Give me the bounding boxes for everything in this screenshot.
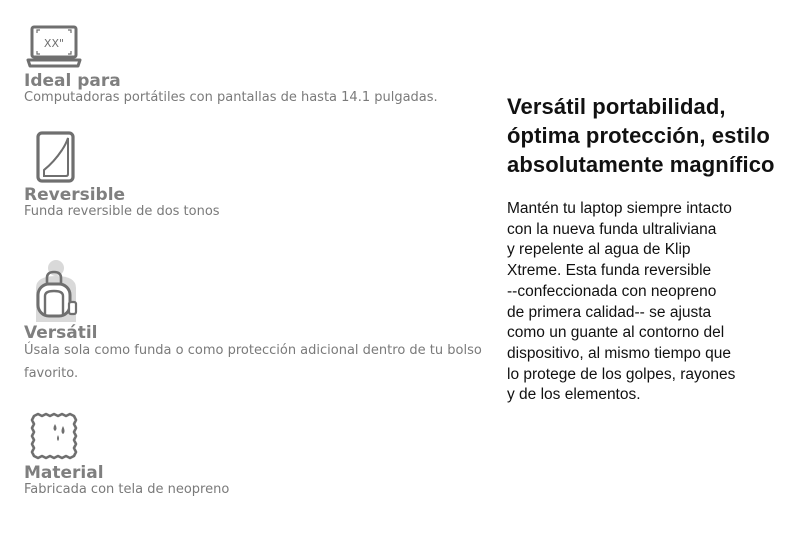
body-line: lo protege de los golpes, rayones	[507, 365, 736, 383]
laptop-size-icon	[24, 24, 82, 70]
body-line: dispositivo, al mismo tiempo que	[507, 344, 731, 362]
feature-reversible	[24, 130, 220, 220]
body-line: Mantén tu laptop siempre intacto	[507, 200, 732, 217]
body-line: --confeccionada con neopreno	[507, 282, 717, 300]
laptop-size-label: XX"	[43, 37, 65, 50]
product-description	[507, 92, 777, 406]
body-text	[507, 199, 777, 406]
body-line: y de los elementos.	[507, 386, 641, 404]
feature-versatil	[24, 258, 494, 385]
body-line: Xtreme. Esta funda reversible	[507, 262, 712, 280]
feature-description: Fabricada con tela de neopreno	[24, 482, 230, 497]
body-line: como un guante al contorno del	[507, 324, 725, 342]
feature-description: Funda reversible de dos tonos	[24, 204, 220, 219]
feature-title: Reversible	[24, 185, 126, 205]
headline: Versátil portabilidad, óptima protección, estilo absolutamente magnífico	[507, 94, 775, 177]
feature-title: Versátil	[24, 323, 98, 343]
feature-material	[24, 410, 229, 498]
body-line: y repelente al agua de Klip	[507, 241, 691, 259]
feature-title: Ideal para	[24, 71, 121, 91]
feature-ideal-para	[24, 24, 438, 106]
feature-title: Material	[24, 463, 104, 483]
body-line: de primera calidad-- se ajusta	[507, 303, 712, 321]
versatile-bag-icon	[24, 258, 82, 322]
body-line: con la nueva funda ultraliviana	[507, 220, 717, 238]
feature-description: Úsala sola como funda o como protección adicional dentro de tu bolso favorito.	[24, 343, 482, 381]
reversible-sleeve-icon	[24, 130, 82, 184]
feature-description: Computadoras portátiles con pantallas de hasta 14.1 pulgadas.	[24, 90, 438, 105]
neoprene-fabric-icon	[24, 410, 82, 462]
